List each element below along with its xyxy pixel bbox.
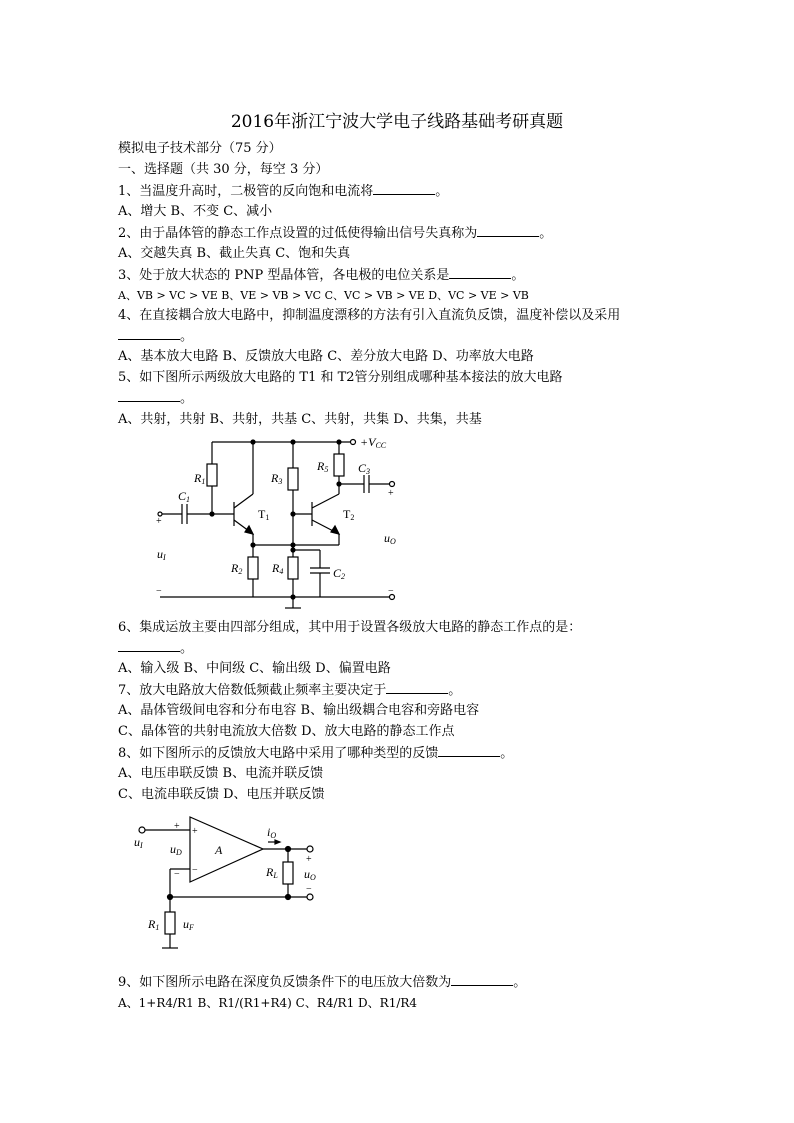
r3-label: R3 xyxy=(271,471,283,486)
question-6-blank: 。 xyxy=(118,640,193,657)
t2-label: T2 xyxy=(343,507,355,522)
question-8: 8、如下图所示的反馈放大电路中采用了哪种类型的反馈 。 xyxy=(118,746,514,761)
question-5: 5、如下图所示两级放大电路的 T1 和 T2管分别组成哪种基本接法的放大电路 xyxy=(118,370,563,385)
question-9-options: A、1+R4/R1 B、R1/(R1+R4) C、R4/R1 D、R1/R4 xyxy=(118,996,418,1010)
t1-label: T1 xyxy=(258,507,270,522)
r1-label: R1 xyxy=(194,471,206,486)
answer-blank xyxy=(118,390,180,402)
uo-label: uO xyxy=(304,867,316,882)
question-4-blank: 。 xyxy=(118,328,193,345)
question-3-options: A、VB > VC > VE B、VE > VB > VC C、VC > VB > VE D、VC > VE > VB xyxy=(118,289,529,302)
answer-blank xyxy=(449,267,511,279)
question-7: 7、放大电路放大倍数低频截止频率主要决定于 。 xyxy=(118,683,462,698)
question-7-options-a: A、晶体管级间电容和分布电容 B、输出级耦合电容和旁路电容 xyxy=(118,703,480,718)
c2-label: C2 xyxy=(333,566,346,581)
uf-label: uF xyxy=(183,917,194,932)
inverting-minus: − xyxy=(192,865,198,876)
output-minus-sign: − xyxy=(306,884,312,895)
answer-blank xyxy=(373,183,435,195)
answer-blank xyxy=(438,745,500,757)
c3-label: C3 xyxy=(358,461,371,476)
question-5-blank: 。 xyxy=(118,390,193,407)
question-2: 2、由于晶体管的静态工作点设置的过低使得输出信号失真称为 。 xyxy=(118,226,553,241)
output-plus-sign: + xyxy=(306,854,312,865)
r1-label: R1 xyxy=(148,917,160,932)
two-stage-amplifier-circuit xyxy=(150,432,410,612)
c1-label: C1 xyxy=(178,489,191,504)
input-plus-sign: + xyxy=(156,516,162,527)
r4-label: R4 xyxy=(272,561,284,576)
ui-label: uI xyxy=(134,835,143,850)
feedback-amplifier-circuit xyxy=(128,812,328,960)
input-minus-sign: − xyxy=(156,586,162,597)
question-9: 9、如下图所示电路在深度负反馈条件下的电压放大倍数为 。 xyxy=(118,975,527,990)
question-1: 1、当温度升高时，二极管的反向饱和电流将 。 xyxy=(118,184,449,199)
vcc-label: +VCC xyxy=(360,435,387,450)
amp-label: A xyxy=(215,843,223,857)
r2-label: R2 xyxy=(231,561,243,576)
question-8-options-a: A、电压串联反馈 B、电流并联反馈 xyxy=(118,766,324,781)
io-label: iO xyxy=(267,825,277,840)
question-3: 3、处于放大状态的 PNP 型晶体管，各电极的电位关系是 。 xyxy=(118,268,525,283)
part-heading: 一、选择题（共 30 分，每空 3 分） xyxy=(118,162,329,177)
question-8-options-c: C、电流串联反馈 D、电压并联反馈 xyxy=(118,787,325,802)
output-plus-sign: + xyxy=(388,488,394,499)
ud-label: uD xyxy=(170,842,182,857)
noninverting-plus: + xyxy=(192,826,198,837)
section-heading: 模拟电子技术部分（75 分） xyxy=(118,141,282,156)
answer-blank xyxy=(386,682,448,694)
question-5-options: A、共射，共射 B、共射，共基 C、共射，共集 D、共集，共基 xyxy=(118,412,482,427)
question-4-options: A、基本放大电路 B、反馈放大电路 C、差分放大电路 D、功率放大电路 xyxy=(118,349,534,364)
page-title: 2016年浙江宁波大学电子线路基础考研真题 xyxy=(230,112,564,132)
answer-blank xyxy=(118,640,180,652)
r5-label: R5 xyxy=(317,459,329,474)
question-2-options: A、交越失真 B、截止失真 C、饱和失真 xyxy=(118,246,351,261)
rl-label: RL xyxy=(266,865,278,880)
answer-blank xyxy=(477,225,539,237)
question-6-options: A、输入级 B、中间级 C、输出级 D、偏置电路 xyxy=(118,661,391,676)
output-minus-sign: − xyxy=(388,586,394,597)
question-1-options: A、增大 B、不变 C、减小 xyxy=(118,204,273,219)
question-4: 4、在直接耦合放大电路中，抑制温度漂移的方法有引入直流负反馈，温度补偿以及采用 xyxy=(118,308,621,323)
question-7-options-c: C、晶体管的共射电流放大倍数 D、放大电路的静态工作点 xyxy=(118,724,455,739)
answer-blank xyxy=(451,974,513,986)
input-plus-sign: + xyxy=(174,821,180,832)
feedback-minus-sign: − xyxy=(174,869,180,880)
uo-label: uO xyxy=(384,531,396,546)
ui-label: uI xyxy=(157,547,166,562)
answer-blank xyxy=(118,328,180,340)
question-6: 6、集成运放主要由四部分组成，其中用于设置各级放大电路的静态工作点的是： xyxy=(118,620,582,635)
